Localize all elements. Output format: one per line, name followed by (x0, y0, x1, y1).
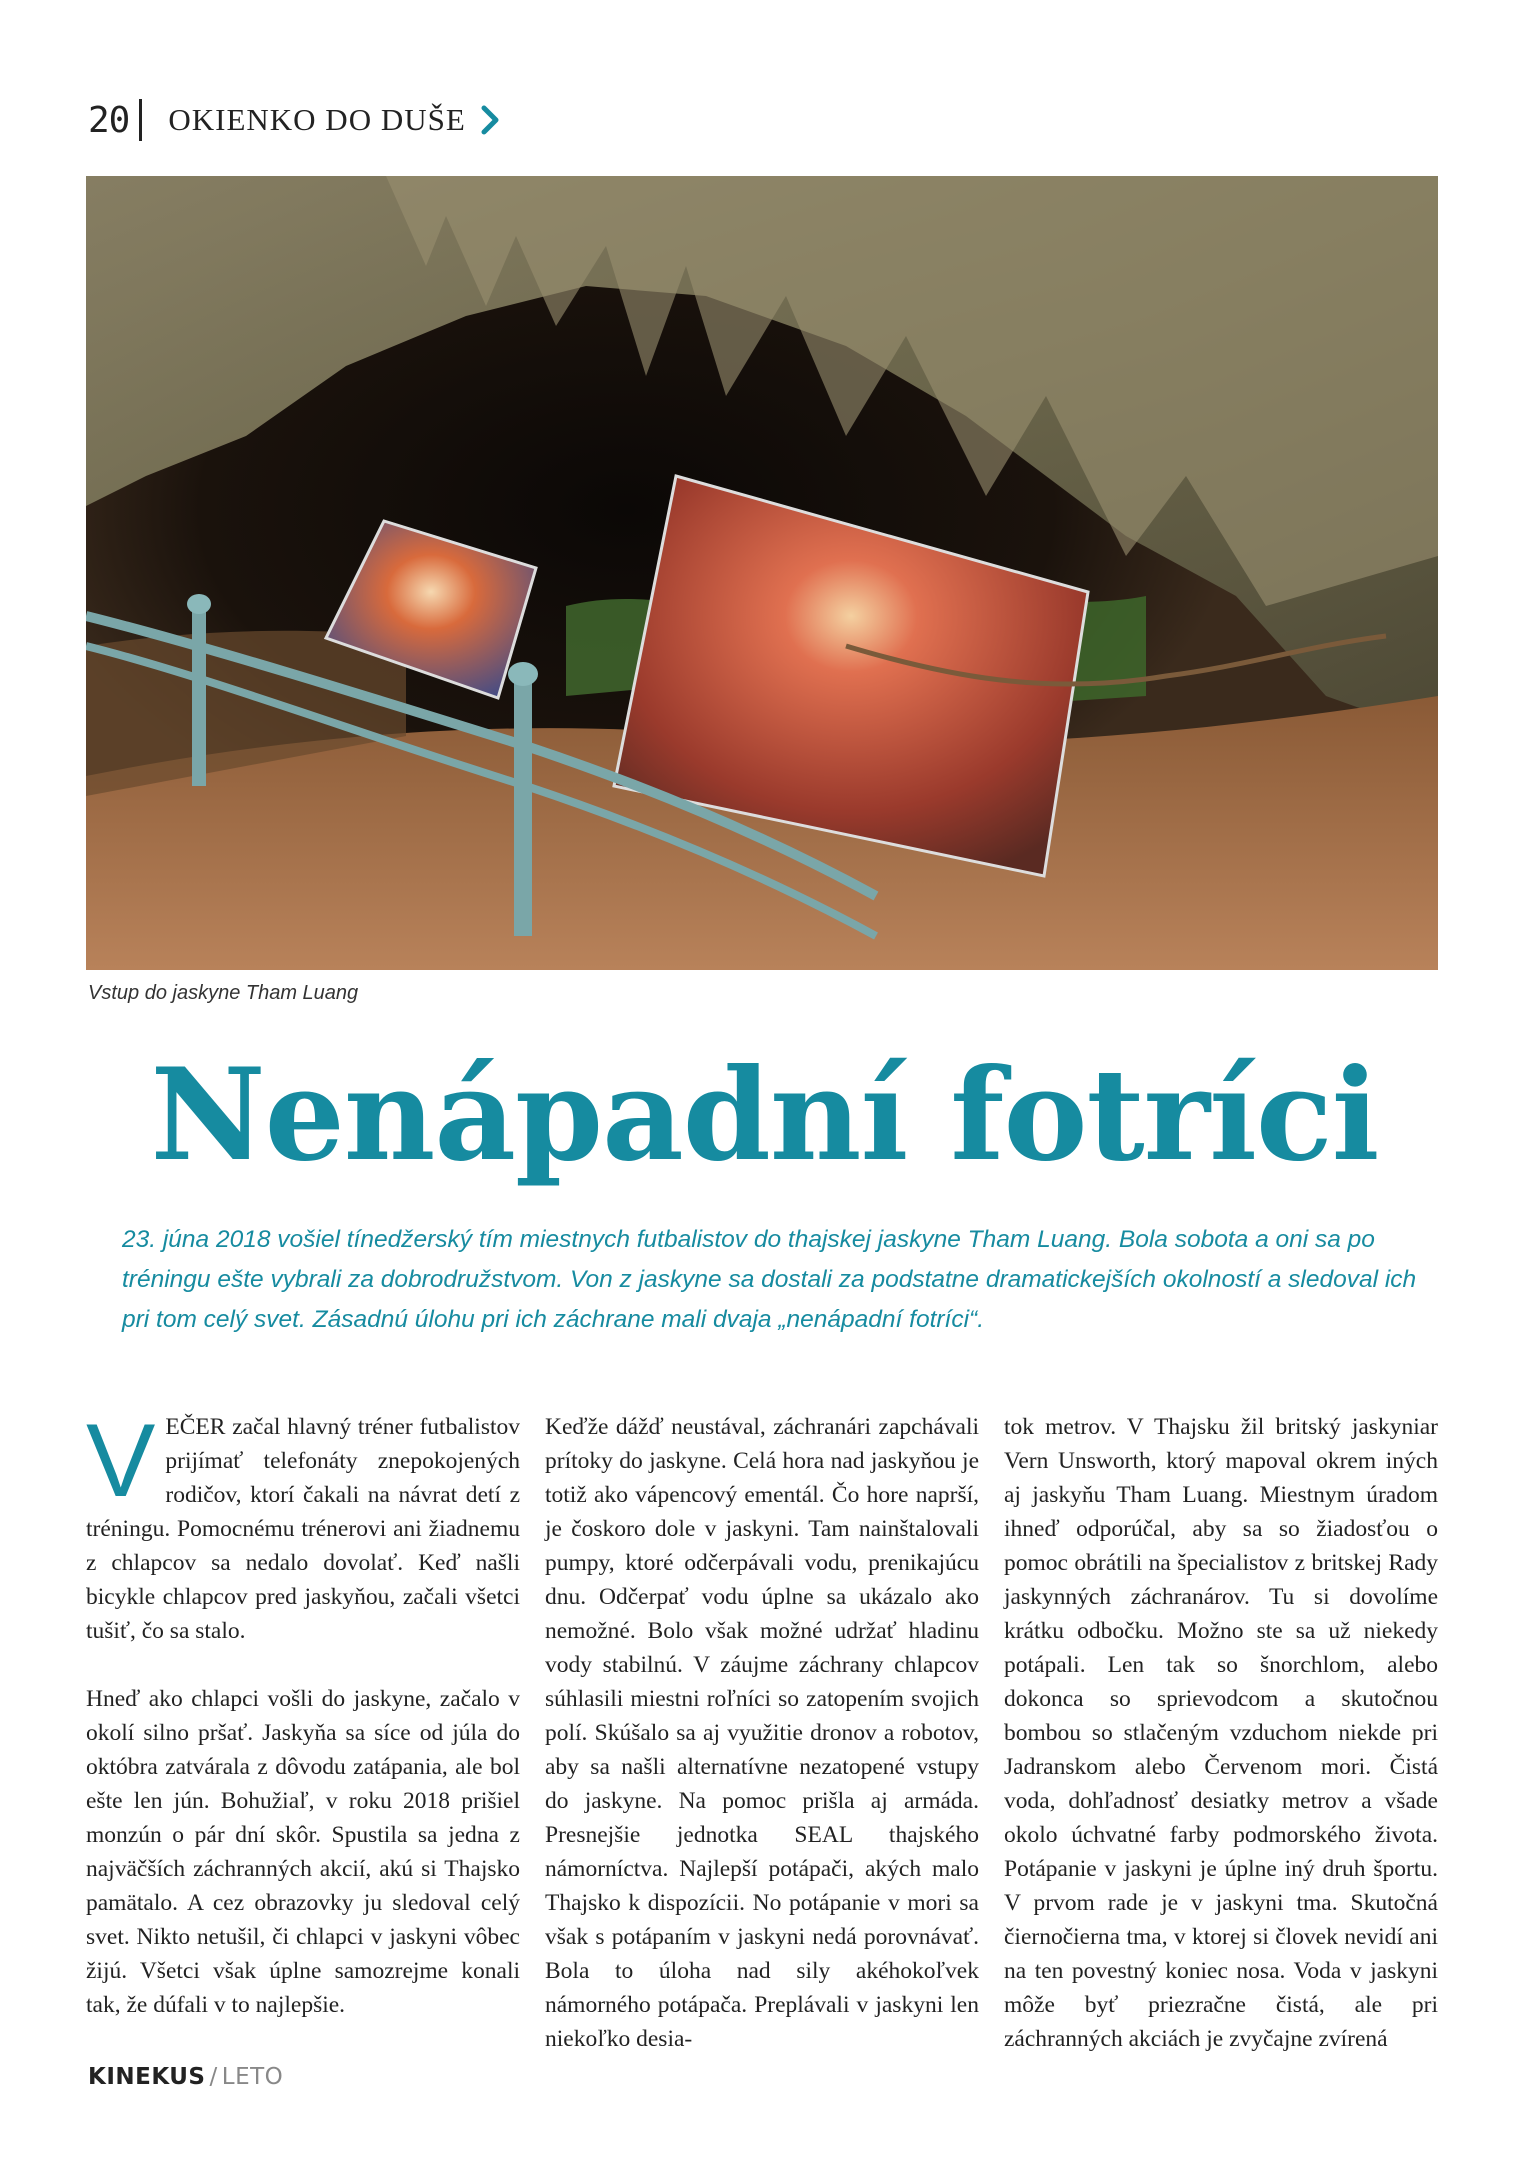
column-2 (545, 1410, 979, 2052)
chevron-right-icon (480, 105, 502, 135)
article-title: Nenápadní fotríci (150, 1041, 1379, 1189)
drop-cap: V (86, 1403, 156, 1519)
magazine-brand: KINEKUS (88, 2064, 206, 2090)
cave-photo (86, 176, 1438, 970)
paragraph: Keďže dážď neustával, záchranári zapchávali prítoky do jaskyne. Celá hora nad jaskyňou je totiž ako vápencový ementál. Čo hore naprší, je čoskoro dole v jaskyni. Tam nainštalovali pumpy, ktoré odčerpávali vodu, prenikajúcu dnu. Odčerpať vodu úplne sa ukázalo ako nemožné. Bolo však možné udržať hladinu vody stabilnú. V záujme záchrany chlapcov súhlasili miestni roľníci so zatopením svojich polí. Skúšalo sa aj využitie dronov a robotov, aby sa našli alternatívne nezatopené vstupy do jaskyne. Na pomoc prišla aj armáda. Presnejšie jednotka SEAL thajského námorníctva. Najlepší potápači, akých malo Thajsko k dispozícii. No potápanie v mori sa však s potápaním v jaskyni nedá porovnávať. Bola to úloha nad sily akéhokoľvek námorného potápača. Preplávali v jaskyni len niekoľko desia- (545, 1414, 979, 2052)
article-body (86, 1403, 1438, 2052)
column-1 (86, 1403, 520, 2018)
issue-season: LETO (221, 2064, 284, 2090)
paragraph: tok metrov. V Thajsku žil britský jaskyniar Vern Unsworth, ktorý mapoval okrem iných aj jaskyňu Tham Luang. Miestnym úradom ihneď odporúčal, aby sa so žiadosťou o pomoc obrátili na špecialistov z britskej Rady jaskynných záchranárov. Tu si dovolíme krátku odbočku. Možno ste sa už niekedy potápali. Len tak so šnorchlom, alebo dokonca so sprievodcom a skutočnou bombou so stlačeným vzduchom niekde pri Jadranskom alebo Červenom mori. Čistá voda, dohľadnosť desiatky metrov a všade okolo úchvatné farby podmorského života. Potápanie v jaskyni je úplne iný druh športu. V prvom rade je v jaskyni tma. Skutočná čiernočierna tma, v ktorej si človek nevidí ani na ten povestný koniec nosa. Voda v jaskyni môže byť priezračne čistá, ale pri záchranných akciách je zvyčajne zvírená (1004, 1414, 1438, 2052)
section-title: OKIENKO DO DUŠE (168, 102, 466, 137)
footer-separator: / (209, 2064, 218, 2090)
header-divider (139, 99, 142, 141)
page-header (88, 96, 502, 144)
page-footer (88, 2064, 283, 2090)
photo-caption: Vstup do jaskyne Tham Luang (88, 982, 359, 1004)
paragraph-text: EČER začal hlavný tréner futbalistov prijímať telefonáty znepokojených rodičov, ktorí čakali na návrat detí z tréningu. Pomocnému trénerovi ani žiadnemu z chlapcov sa nedalo dovolať. Keď našli bicykle chlapcov pred jaskyňou, začali všetci tušiť, čo sa stalo. (86, 1414, 520, 1644)
page-number: 20 (88, 99, 130, 141)
paragraph: Hneď ako chlapci vošli do jaskyne, začalo v okolí silno pršať. Jaskyňa sa síce od júla do októbra zatvárala z dôvodu zatápania, ale bol ešte len jún. Bohužiaľ, v roku 2018 prišiel monzún o pár dní skôr. Spustila sa jedna z najväčších záchranných akcií, akú si Thajsko pamätalo. A cez obrazovky ju sledoval celý svet. Nikto netušil, či chlapci v jaskyni vôbec žijú. Všetci však úplne samozrejme konali tak, že dúfali v to najlepšie. (86, 1686, 520, 2018)
article-lead: 23. júna 2018 vošiel tínedžerský tím miestnych futbalistov do thajskej jaskyne Tham Luang. Bola sobota a oni sa po tréningu ešte vybrali za dobrodružstvom. Von z jaskyne sa dostali za podstatne dramatickejších okolností a sledoval ich pri tom celý svet. Zásadnú úlohu pri ich záchrane mali dvaja „nenápadní fotríci“. (122, 1226, 1417, 1333)
paragraph (86, 1403, 520, 1648)
column-3 (1004, 1410, 1438, 2052)
